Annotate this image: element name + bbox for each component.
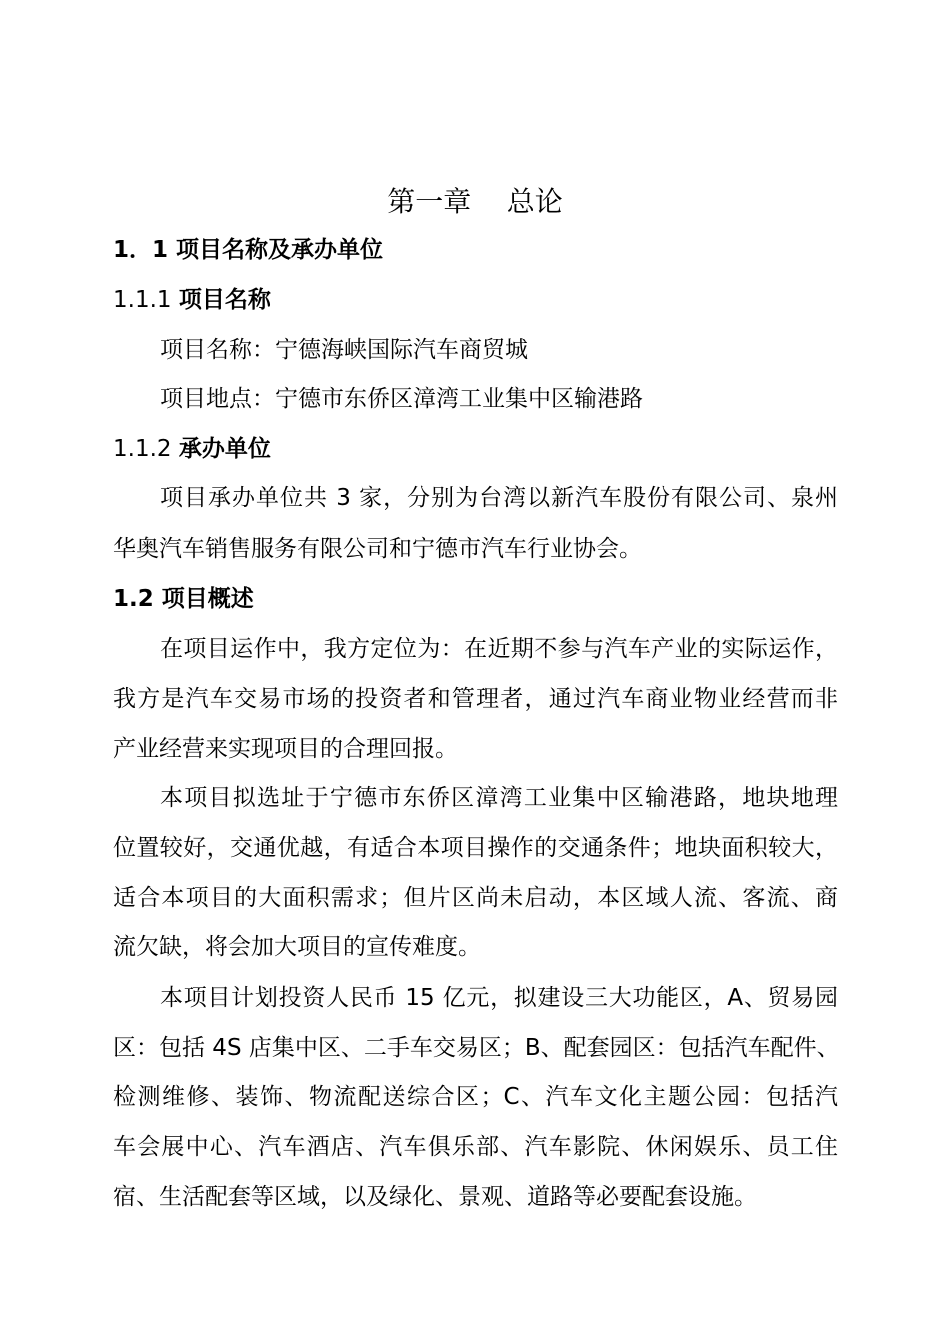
paragraph-line: 在项目运作中，我方定位为：在近期不参与汽车产业的实际运作， bbox=[160, 636, 838, 662]
chapter-title: 第一章 总论 bbox=[387, 185, 563, 218]
paragraph-line: 区：包括 4S 店集中区、二手车交易区；B、配套园区：包括汽车配件、 bbox=[113, 1035, 840, 1061]
paragraph-line: 适合本项目的大面积需求；但片区尚未启动，本区域人流、客流、商 bbox=[113, 885, 838, 911]
subsection-title: 承办单位 bbox=[178, 436, 271, 462]
subsection-heading-1-1-1 bbox=[113, 285, 271, 315]
paragraph-line: 流欠缺，将会加大项目的宣传难度。 bbox=[113, 934, 481, 960]
paragraph-line: 本项目计划投资人民币 15 亿元，拟建设三大功能区，A、贸易园 bbox=[160, 985, 838, 1011]
paragraph-line: 项目承办单位共 3 家，分别为台湾以新汽车股份有限公司、泉州 bbox=[160, 485, 838, 511]
paragraph-line: 产业经营来实现项目的合理回报。 bbox=[113, 736, 458, 762]
subsection-title: 项目名称 bbox=[178, 287, 271, 313]
subsection-number: 1.1.2 bbox=[113, 436, 172, 462]
paragraph-line: 车会展中心、汽车酒店、汽车俱乐部、汽车影院、休闲娱乐、员工住 bbox=[113, 1134, 838, 1160]
paragraph-line: 本项目拟选址于宁德市东侨区漳湾工业集中区输港路，地块地理 bbox=[160, 785, 838, 811]
paragraph-line: 华奥汽车销售服务有限公司和宁德市汽车行业协会。 bbox=[113, 536, 642, 562]
paragraph-line: 检测维修、装饰、物流配送综合区；C、汽车文化主题公园：包括汽 bbox=[113, 1084, 838, 1110]
subsection-heading-1-1-2 bbox=[113, 434, 271, 464]
subsection-number: 1.1.1 bbox=[113, 287, 172, 313]
section-heading-1-2: 1.2 项目概述 bbox=[113, 586, 254, 612]
project-location-line: 项目地点：宁德市东侨区漳湾工业集中区输港路 bbox=[160, 386, 643, 412]
project-name-line: 项目名称：宁德海峡国际汽车商贸城 bbox=[160, 337, 528, 363]
section-heading-1-1: 1．1 项目名称及承办单位 bbox=[113, 237, 384, 263]
paragraph-line: 位置较好，交通优越，有适合本项目操作的交通条件；地块面积较大， bbox=[113, 835, 838, 861]
paragraph-line: 宿、生活配套等区域，以及绿化、景观、道路等必要配套设施。 bbox=[113, 1184, 757, 1210]
paragraph-line: 我方是汽车交易市场的投资者和管理者，通过汽车商业物业经营而非 bbox=[113, 686, 838, 712]
